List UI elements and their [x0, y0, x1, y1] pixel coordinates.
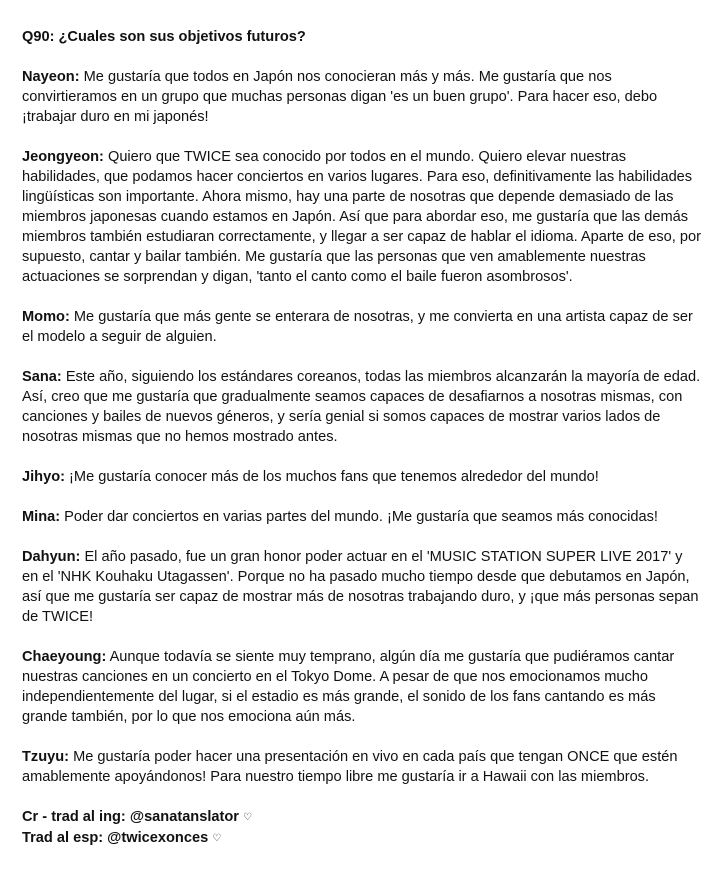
heart-icon: ♡ [242, 812, 252, 823]
answer-chaeyoung [22, 647, 702, 727]
speaker-name: Sana: [22, 369, 62, 385]
answer-dahyun [22, 547, 702, 627]
answers-list [22, 67, 702, 787]
answer-text: Aunque todavía se siente muy temprano, algún día me gustaría que pudiéramos cantar nuestras canciones en un concierto en el Tokyo Dome. A pesar de que nos emocionamos mucho independientemente del lugar, si el estadio es más grande, el sonido de los fans cantando es más grande también, por lo que nos emociona aún más. [22, 649, 675, 725]
heart-icon: ♡ [212, 833, 222, 844]
answer-text: Me gustaría poder hacer una presentación en vivo en cada país que tengan ONCE que estén amablemente apoyándonos! Para nuestro tiempo libre me gustaría ir a Hawaii con las miembros. [22, 749, 678, 785]
answer-text: ¡Me gustaría conocer más de los muchos fans que tenemos alrededor del mundo! [69, 469, 599, 485]
question-heading: Q90: ¿Cuales son sus objetivos futuros? [22, 29, 306, 45]
answer-text: Quiero que TWICE sea conocido por todos en el mundo. Quiero elevar nuestras habilidades, que podamos hacer conciertos en varios lugares. Para eso, definitivamente las habilidades lingüísticas son importante. Ahora mismo, hay una parte de nosotras que depende demasiado de las miembros japonesas cuando estamos en Japón. Así que para abordar eso, me gustaría que las demás miembros también estudiaran correctamente, y llegar a ser capaz de hablar el idioma. Aparte de eso, por supuesto, cantar y bailar también. Me gustaría que las personas que ven amablemente nuestras actuaciones se sorprendan y digan, 'tanto el canto como el baile fueron asombrosos'. [22, 149, 701, 285]
answer-tzuyu [22, 747, 702, 787]
speaker-name: Tzuyu: [22, 749, 70, 765]
speaker-name: Dahyun: [22, 549, 81, 565]
credit-spanish-translation [22, 828, 702, 849]
answer-text: El año pasado, fue un gran honor poder actuar en el 'MUSIC STATION SUPER LIVE 2017' y en el 'NHK Kouhaku Utagassen'. Porque no ha pasado mucho tiempo desde que debutamos en Japón, así que me gustaría ser capaz de mostrar más de nosotras trabajando duro, y ¡que más personas sepan de TWICE! [22, 549, 699, 625]
answer-text: Me gustaría que más gente se enterara de nosotras, y me convierta en una artista capaz de ser el modelo a seguir de alguien. [22, 309, 693, 345]
answer-momo [22, 307, 702, 347]
answer-text: Este año, siguiendo los estándares coreanos, todas las miembros alcanzarán la mayoría de edad. Así, creo que me gustaría que gradualmente seamos capaces de desafiarnos a nosotras mismas, con canciones y bailes de nuevos géneros, y sería genial si somos capaces de mostrar varios lados de nosotras mismas que no hemos mostrado antes. [22, 369, 701, 445]
speaker-name: Chaeyoung: [22, 649, 107, 665]
speaker-name: Momo: [22, 309, 70, 325]
answer-jihyo [22, 467, 702, 487]
answer-nayeon [22, 67, 702, 127]
credit-spanish-text: Trad al esp: @twicexonces [22, 830, 209, 846]
speaker-name: Jeongyeon: [22, 149, 104, 165]
document-page [22, 27, 702, 849]
credit-english-translation [22, 807, 702, 828]
answer-text: Poder dar conciertos en varias partes del mundo. ¡Me gustaría que seamos más conocidas! [64, 509, 658, 525]
speaker-name: Jihyo: [22, 469, 65, 485]
credit-english-text: Cr - trad al ing: @sanatanslator [22, 809, 239, 825]
answer-text: Me gustaría que todos en Japón nos conocieran más y más. Me gustaría que nos convirtieramos en un grupo que muchas personas digan 'es un buen grupo'. Para hacer eso, debo ¡trabajar duro en mi japonés! [22, 69, 658, 125]
speaker-name: Nayeon: [22, 69, 80, 85]
answer-sana [22, 367, 702, 447]
speaker-name: Mina: [22, 509, 61, 525]
answer-jeongyeon [22, 147, 702, 287]
credits [22, 807, 702, 849]
answer-mina [22, 507, 702, 527]
